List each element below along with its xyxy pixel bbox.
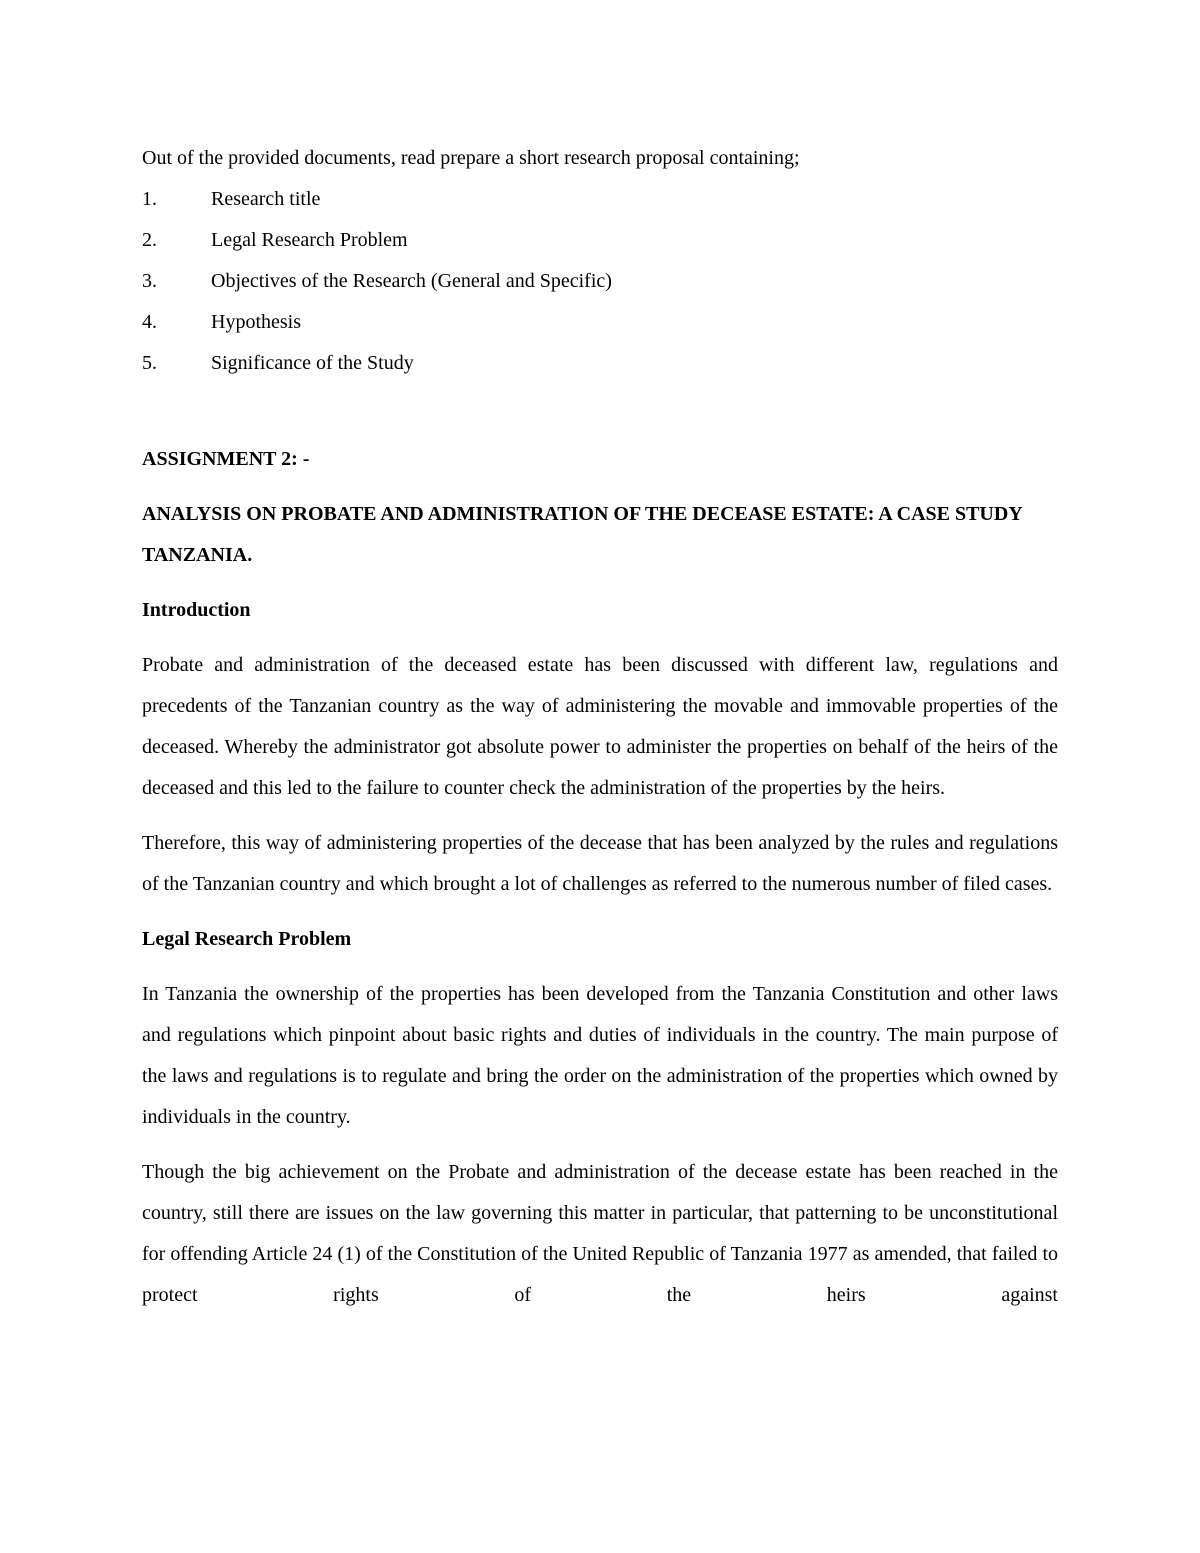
list-item-label: Significance of the Study [211,352,414,374]
list-item-number: 4. [142,311,157,333]
list-item [142,343,1058,384]
list-item-number: 5. [142,352,157,374]
list-item-number: 3. [142,270,157,292]
list-item [142,220,1058,261]
list-item [142,261,1058,302]
list-item [142,179,1058,220]
list-item-number: 1. [142,188,157,210]
introduction-paragraph: Therefore, this way of administering properties of the decease that has been analyzed by the rules and regulations of the Tanzanian country and which brought a lot of challenges as referred to the numerous number of filed cases. [142,832,1058,895]
introduction-heading: Introduction [142,599,251,621]
legal-problem-heading: Legal Research Problem [142,928,352,950]
document-title: ANALYSIS ON PROBATE AND ADMINISTRATION OF THE DECEASE ESTATE: A CASE STUDY TANZANIA. [142,503,1023,566]
legal-problem-paragraph: In Tanzania the ownership of the properties has been developed from the Tanzania Constitution and other laws and regulations which pinpoint about basic rights and duties of individuals in the country. The main purpose of the laws and regulations is to regulate and bring the order on the administration of the properties which owned by individuals in the country. [142,983,1058,1128]
list-item [142,302,1058,343]
instructions-list [142,179,1058,384]
list-item-label: Research title [211,188,321,210]
legal-problem-paragraph: Though the big achievement on the Probate and administration of the decease estate has been reached in the country, still there are issues on the law governing this matter in particular, that patterning to be unconstitutional for offending Article 24 (1) of the Constitution of the United Republic of Tanzania 1977 as amended, that failed to protect rights of the heirs against [142,1161,1058,1306]
assignment-label: ASSIGNMENT 2: - [142,448,310,470]
instructions-intro: Out of the provided documents, read prepare a short research proposal containing; [142,147,800,169]
introduction-paragraph: Probate and administration of the deceased estate has been discussed with different law, regulations and precedents of the Tanzanian country as the way of administering the movable and immovable properties of the deceased. Whereby the administrator got absolute power to administer the properties on behalf of the heirs of the deceased and this led to the failure to counter check the administration of the properties by the heirs. [142,654,1058,799]
document-body [142,138,1058,1316]
list-item-label: Hypothesis [211,311,301,333]
list-item-label: Objectives of the Research (General and Specific) [211,270,612,292]
list-item-label: Legal Research Problem [211,229,408,251]
list-item-number: 2. [142,229,157,251]
